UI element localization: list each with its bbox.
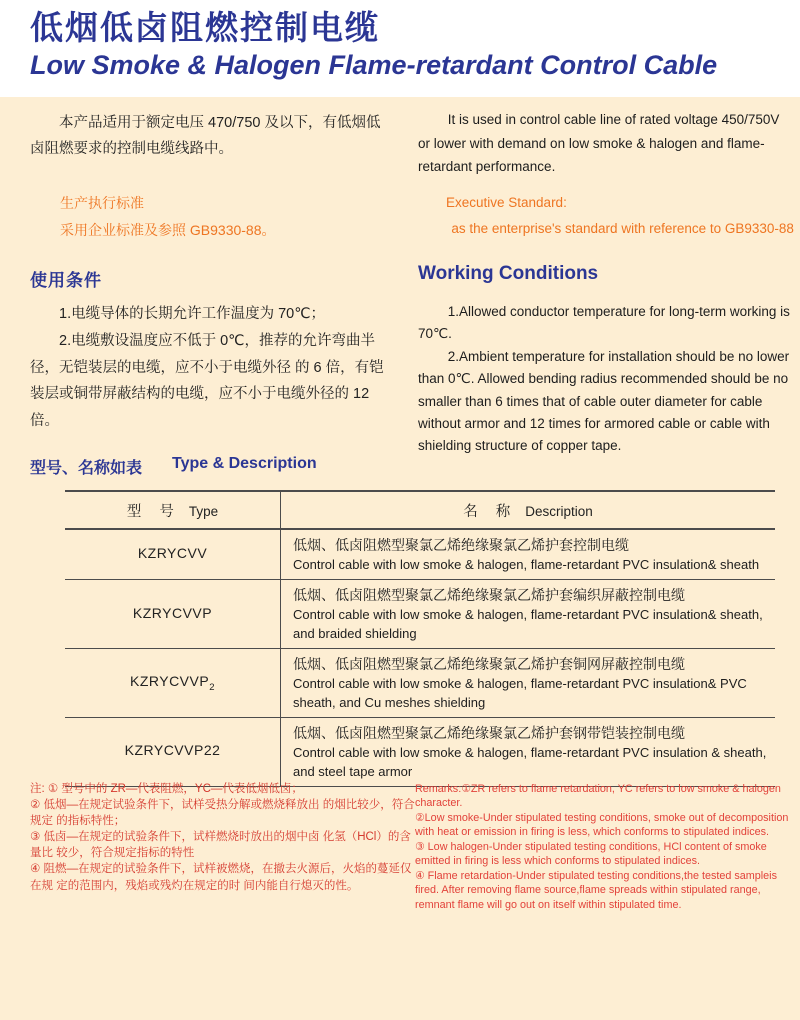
condition-item: 2.电缆敷设温度应不低于 0℃，推荐的允许弯曲半径，无铠装层的电缆，应不小于电缆外径 的 6 倍，有铠装层或铜带屏蔽结构的电缆，应不小于电缆外径的 12 倍。 xyxy=(30,332,384,430)
page-header xyxy=(0,0,800,97)
intro-paragraph-en: It is used in control cable line of rated voltage 450/750V or lower with demand on low smoke & halogen and flame-retardant performance. xyxy=(418,112,780,175)
table-row xyxy=(65,718,775,787)
type-code: KZRYCVV xyxy=(65,529,281,580)
section-heading-type-cn: 型号、名称如表 xyxy=(30,460,143,477)
type-code: KZRYCVVP22 xyxy=(65,718,281,787)
page-title-chinese: 低烟低卤阻燃控制电缆 xyxy=(30,9,380,46)
working-conditions-cn xyxy=(30,301,396,435)
footnote-line: ④ Flame retardation-Under stipulated testing conditions,the tested sampleis fired. After removing flame source,flame spreads within stipulated range, remnant flame will go out on itself within stipulated time. xyxy=(415,869,777,911)
executive-standard-cn-label: 生产执行标准 xyxy=(60,195,144,211)
condition-item: 1.电缆导体的长期允许工作温度为 70℃； xyxy=(59,306,326,322)
footnote-line: ③ Low halogen-Under stipulated testing conditions, HCl content of smoke emitted in firing is less which conforms to stipulated indices. xyxy=(415,840,767,868)
column-header-type: 型 号 Type xyxy=(65,491,281,529)
table-row xyxy=(65,580,775,649)
type-description: 低烟、低卤阻燃型聚氯乙烯绝缘聚氯乙烯护套控制电缆 Control cable with low smoke & halogen, flame-retardant PVC insulation& sheath xyxy=(281,529,776,580)
table-row xyxy=(65,529,775,580)
executive-standard-en-label: Executive Standard: xyxy=(446,195,567,210)
type-code: KZRYCVVP xyxy=(65,580,281,649)
footnotes-english xyxy=(415,782,795,912)
footnote-line: ② 低烟—在规定试验条件下，试样受热分解或燃烧释放出 的烟比较少，符合规定 的指标特性； xyxy=(30,799,415,828)
type-description: 低烟、低卤阻燃型聚氯乙烯绝缘聚氯乙烯护套钢带铠装控制电缆 Control cable with low smoke & halogen, flame-retardant PVC insulation & sheath, and steel tape armor xyxy=(281,718,776,787)
executive-standard-en xyxy=(446,190,794,243)
footnotes-chinese xyxy=(30,781,422,894)
footnote-line: ②Low smoke-Under stipulated testing conditions, smoke out of decomposition with heat or emission in firing is less, which conforms to stipulated indices. xyxy=(415,811,789,839)
table-header xyxy=(65,491,775,529)
page-title-english: Low Smoke & Halogen Flame-retardant Control Cable xyxy=(30,50,718,80)
section-heading-conditions-en: Working Conditions xyxy=(418,263,599,284)
section-heading-type-en: Type & Description xyxy=(172,455,317,472)
type-description-table xyxy=(65,490,775,787)
footnote-line: ③ 低卤—在规定的试验条件下，试样燃烧时放出的烟中卤 化氢（HCl）的含量比 较少，符合规定指标的特性 xyxy=(30,831,411,860)
table-row xyxy=(65,649,775,718)
type-description: 低烟、低卤阻燃型聚氯乙烯绝缘聚氯乙烯护套铜网屏蔽控制电缆 Control cable with low smoke & halogen, flame-retardant PVC insulation& PVC sheath, and Cu meshes shielding xyxy=(281,649,776,718)
column-header-description: 名 称 Description xyxy=(281,491,776,529)
footnote-line: 注: ① 型号中的 ZR—代表阻燃，YC—代表低烟低卤； xyxy=(30,783,303,795)
type-code: $KZRYCVVP_2$ xyxy=(65,649,281,718)
type-description: 低烟、低卤阻燃型聚氯乙烯绝缘聚氯乙烯护套编织屏蔽控制电缆 Control cable with low smoke & halogen, flame-retardant PVC insulation& sheath, and braided shielding xyxy=(281,580,776,649)
section-heading-conditions-cn: 使用条件 xyxy=(30,271,102,290)
executive-standard-cn-text: 采用企业标准及参照 GB9330-88。 xyxy=(60,221,276,238)
executive-standard-cn xyxy=(60,190,276,243)
condition-item: 1.Allowed conductor temperature for long-term working is 70℃. xyxy=(418,304,790,342)
intro-paragraph-cn: 本产品适用于额定电压 470/750 及以下，有低烟低卤阻燃要求的控制电缆线路中。 xyxy=(30,115,381,158)
footnote-line: ④ 阻燃—在规定的试验条件下，试样被燃烧，在撤去火源后，火焰的蔓延仅在规 定的范围内，残焰或残灼在规定的时 间内能自行熄灭的性。 xyxy=(30,863,412,892)
working-conditions-en xyxy=(418,301,792,458)
executive-standard-en-text: as the enterprise's standard with reference to GB9330-88 xyxy=(451,221,794,237)
condition-item: 2.Ambient temperature for installation should be no lower than 0℃. Allowed bending radius recommended should be no smaller than 6 times that of cable outer diameter for cable without armor and 12 times for armored cable or cable with shielding structure of copper tape. xyxy=(418,348,790,454)
footnote-line: Remarks:①ZR refers to flame retardation, YC refers to low smoke & halogen character. xyxy=(415,783,781,810)
